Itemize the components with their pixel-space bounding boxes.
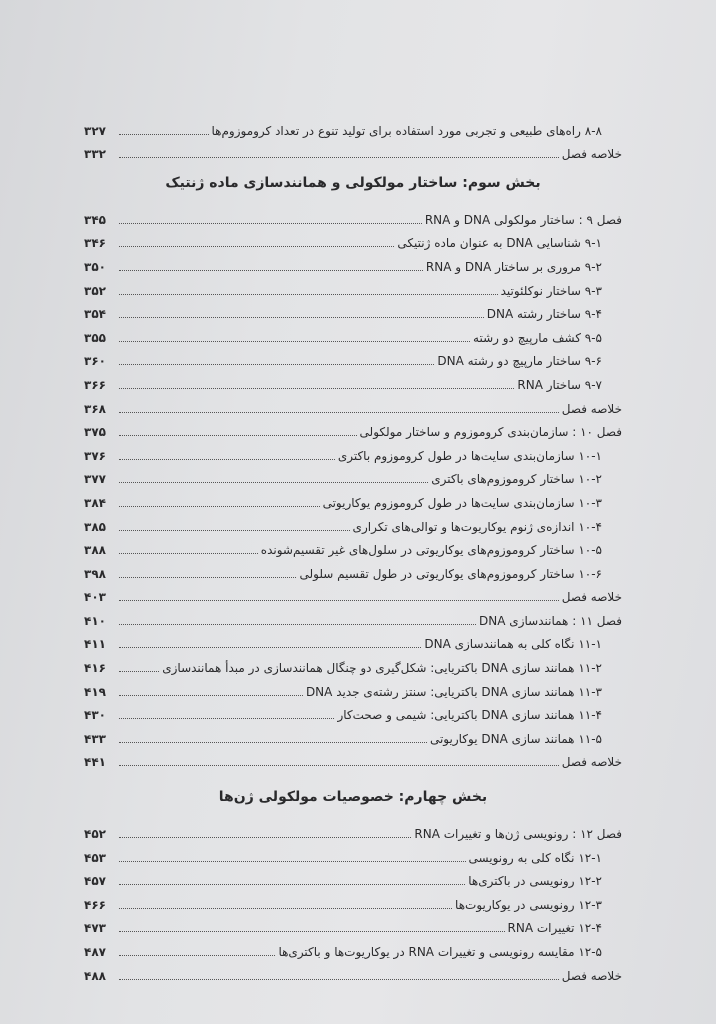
toc-page-number: ۴۷۳ [84,921,106,936]
toc-entry-label: ۱۱-۱ نگاه کلی به همانندسازی DNA [424,637,602,652]
dotted-leader [119,246,394,247]
toc-page-number: ۳۵۵ [84,330,106,345]
toc-entry-label: ۱۰-۵ ساختار کروموزوم‌های یوکاریوتی در سلول‌های غیر تقسیم‌شونده [260,543,602,558]
dotted-leader [119,341,470,342]
toc-page-number: ۴۵۲ [84,827,106,842]
dotted-leader [119,577,296,578]
toc-chapter-row [84,959,622,983]
toc-page-number: ۳۹۸ [84,566,106,581]
table-of-contents [84,114,622,983]
toc-section-row [84,486,622,510]
toc-page-number: ۳۸۵ [84,519,106,534]
dotted-leader [119,600,559,601]
toc-entry-label: خلاصه فصل [561,968,622,983]
dotted-leader [119,718,334,719]
toc-entry-label: ۱۱-۳ همانند سازی DNA باکتریایی: سنتز رشته‌ی جدید DNA [305,684,602,699]
toc-entry-label: ۱۰-۶ ساختار کروموزوم‌های یوکاریوتی در طول تقسیم سلولی [299,566,602,581]
toc-entry-label: ۹-۲ مروری بر ساختار DNA و RNA [425,259,602,274]
dotted-leader [119,364,434,365]
toc-chapter-row [84,416,622,440]
dotted-leader [119,861,466,862]
toc-page-number: ۳۶۸ [84,401,106,416]
toc-section-row [84,557,622,581]
toc-page-number: ۳۴۶ [84,236,106,251]
toc-chapter-row [84,604,622,628]
toc-chapter-row [84,746,622,770]
toc-page-number: ۴۱۹ [84,684,106,699]
dotted-leader [119,482,428,483]
toc-entry-label: خلاصه فصل [561,147,622,162]
toc-chapter-row [84,138,622,162]
dotted-leader [119,317,484,318]
toc-entry-label: ۱۱-۵ همانند سازی DNA یوکاریوتی [429,731,602,746]
toc-page-number: ۴۵۳ [84,850,106,865]
toc-section-row [84,345,622,369]
toc-entry-label: ۱۰-۲ ساختار کروموزوم‌های باکتری [431,472,602,487]
toc-part-three-entries [84,203,622,769]
toc-entry-label: خلاصه فصل [561,401,622,416]
toc-page-number: ۴۴۱ [84,755,106,770]
toc-page-number: ۴۱۰ [84,613,106,628]
toc-page-number: ۴۶۶ [84,897,106,912]
toc-entry-label: خلاصه فصل [561,755,622,770]
toc-page-number: ۴۱۶ [84,661,106,676]
toc-section-row [84,722,622,746]
toc-entry-label: ۱۲-۴ تغییرات RNA [507,921,602,936]
toc-page-number: ۳۴۵ [84,212,106,227]
toc-page-number: ۴۰۳ [84,590,106,605]
toc-part-four-entries [84,817,622,982]
toc-top-entries [84,114,622,161]
toc-entry-label: ۱۰-۴ اندازه‌ی ژنوم یوکاریوت‌ها و توالی‌های تکراری [352,519,602,534]
dotted-leader [119,530,350,531]
part-four-heading: بخش چهارم: خصوصیات مولکولی ژن‌ها [218,789,488,806]
toc-section-row [84,651,622,675]
toc-entry-label: ۱۰-۱ سازمان‌بندی سایت‌ها در طول کروموزوم باکتری [337,448,602,463]
toc-page-number: ۳۸۸ [84,543,106,558]
toc-entry-label: ۱۲-۲ رونویسی در باکتری‌ها [468,874,602,889]
toc-entry-label: فصل ۱۲ : رونویسی ژن‌ها و تغییرات RNA [414,827,622,842]
toc-section-row [84,463,622,487]
toc-section-row [84,250,622,274]
part-three-heading: بخش سوم: ساختار مولکولی و همانندسازی ماده ژنتیک [165,175,541,192]
toc-entry-label: خلاصه فصل [561,590,622,605]
toc-page-number: ۴۱۱ [84,637,106,652]
dotted-leader [119,294,498,295]
toc-page-number: ۴۸۸ [84,968,106,983]
toc-chapter-row [84,581,622,605]
toc-entry-label: ۹-۳ ساختار نوکلئوتید [500,283,602,298]
toc-page-number: ۳۶۶ [84,377,106,392]
toc-page-number: ۳۶۰ [84,354,106,369]
toc-entry-label: ۹-۴ ساختار رشته DNA [486,307,602,322]
dotted-leader [119,157,559,158]
dotted-leader [119,647,421,648]
toc-page-number: ۳۵۴ [84,307,106,322]
toc-page-number: ۳۵۲ [84,283,106,298]
toc-chapter-row [84,203,622,227]
dotted-leader [119,435,357,436]
dotted-leader [119,134,209,135]
toc-entry-label: ۱۲-۱ نگاه کلی به رونویسی [468,850,602,865]
dotted-leader [119,837,411,838]
dotted-leader [119,388,514,389]
toc-section-row [84,298,622,322]
toc-entry-label: ۱۱-۲ همانند سازی DNA باکتریایی: شکل‌گیری دو چنگال همانندسازی در مبدأ همانندسازی [162,661,602,676]
toc-section-row [84,675,622,699]
toc-page-number: ۳۵۰ [84,259,106,274]
toc-section-row [84,841,622,865]
toc-entry-label: ۹-۱ شناسایی DNA به عنوان ماده ژنتیکی [397,236,602,251]
toc-section-row [84,321,622,345]
toc-entry-label: فصل ۱۰ : سازمان‌بندی کروموزوم و ساختار مولکولی [359,425,622,440]
toc-page-number: ۳۷۷ [84,472,106,487]
toc-page-number: ۴۳۳ [84,731,106,746]
toc-chapter-row [84,817,622,841]
dotted-leader [119,742,427,743]
dotted-leader [119,765,559,766]
toc-section-row [84,699,622,723]
toc-section-row [84,628,622,652]
toc-section-row [84,534,622,558]
dotted-leader [119,955,275,956]
toc-section-row [84,912,622,936]
toc-entry-label: ۱۲-۵ مقایسه رونویسی و تغییرات RNA در یوکاریوت‌ها و باکتری‌ها [278,945,602,959]
toc-page-number: ۴۳۰ [84,708,106,723]
dotted-leader [119,671,159,672]
toc-entry-label: ۱۰-۳ سازمان‌بندی سایت‌ها در طول کروموزوم یوکاریوتی [322,495,602,510]
toc-section-row [84,510,622,534]
dotted-leader [119,931,505,932]
toc-entry-label: ۸-۸ راه‌های طبیعی و تجربی مورد استفاده برای تولید تنوع در تعداد کروموزوم‌ها [211,123,602,138]
toc-section-row [84,114,622,138]
toc-page-number: ۳۳۲ [84,147,106,162]
dotted-leader [119,884,465,885]
dotted-leader [119,412,559,413]
toc-entry-label: ۱۱-۴ همانند سازی DNA باکتریایی: شیمی و صحت‌کار [337,708,602,723]
toc-page-number: ۳۷۵ [84,425,106,440]
toc-entry-label: ۱۲-۳ رونویسی در یوکاریوت‌ها [455,897,602,912]
dotted-leader [119,223,422,224]
dotted-leader [119,553,258,554]
dotted-leader [119,459,335,460]
toc-entry-label: ۹-۶ ساختار مارپیچ دو رشته DNA [437,354,602,369]
toc-page-number: ۴۸۷ [84,945,106,959]
toc-section-row [84,935,622,959]
toc-page-number: ۳۲۷ [84,123,106,138]
dotted-leader [119,695,303,696]
toc-page-number: ۳۷۶ [84,448,106,463]
toc-section-row [84,439,622,463]
toc-page-number: ۴۵۷ [84,874,106,889]
toc-section-row [84,865,622,889]
toc-section-row [84,888,622,912]
toc-section-row [84,274,622,298]
dotted-leader [119,979,559,980]
toc-section-row [84,368,622,392]
toc-page-number: ۳۸۴ [84,495,106,510]
dotted-leader [119,270,423,271]
toc-chapter-row [84,392,622,416]
toc-entry-label: ۹-۵ کشف مارپیچ دو رشته [473,330,602,345]
toc-entry-label: ۹-۷ ساختار RNA [517,377,602,392]
toc-section-row [84,227,622,251]
dotted-leader [119,908,452,909]
toc-entry-label: فصل ۹ : ساختار مولکولی DNA و RNA [424,212,622,227]
dotted-leader [119,506,320,507]
dotted-leader [119,624,476,625]
toc-entry-label: فصل ۱۱ : همانندسازی DNA [479,613,622,628]
